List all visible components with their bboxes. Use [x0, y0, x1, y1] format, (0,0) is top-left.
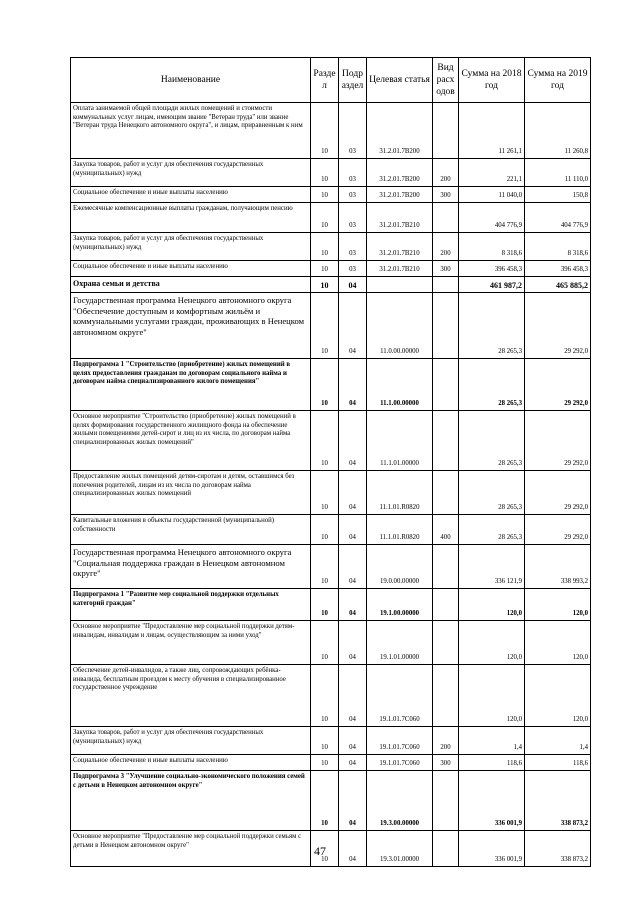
cell-sum-2018: 1,4 — [459, 727, 525, 755]
cell-section: 10 — [311, 359, 339, 411]
cell-section: 10 — [311, 755, 339, 771]
cell-sum-2018: 120,0 — [459, 621, 525, 665]
cell-subsection: 04 — [339, 471, 367, 515]
budget-table — [70, 57, 591, 867]
cell-target: 11.1.01.R0820 — [367, 515, 433, 545]
cell-section: 10 — [311, 589, 339, 621]
header-section: Разде л — [311, 58, 339, 103]
cell-sum-2019: 11 110,0 — [525, 159, 591, 187]
cell-sum-2018: 221,1 — [459, 159, 525, 187]
cell-section: 10 — [311, 621, 339, 665]
table-row — [71, 727, 591, 755]
cell-name: Государственная программа Ненецкого автономного округа "Социальная поддержка граждан в Ненецком автономном округе" — [71, 545, 311, 589]
cell-expense-type — [433, 771, 459, 831]
cell-sum-2019: 8 318,6 — [525, 233, 591, 261]
cell-target: 31.2.01.7В210 — [367, 261, 433, 277]
cell-name: Социальное обеспечение и иные выплаты населению — [71, 187, 311, 203]
cell-sum-2019: 120,0 — [525, 621, 591, 665]
cell-subsection: 04 — [339, 771, 367, 831]
cell-sum-2018: 404 776,9 — [459, 203, 525, 233]
cell-sum-2019: 120,0 — [525, 665, 591, 727]
cell-section: 10 — [311, 411, 339, 471]
cell-sum-2019: 29 292,0 — [525, 471, 591, 515]
cell-name: Ежемесячные компенсационные выплаты гражданам, получающим пенсию — [71, 203, 311, 233]
cell-section: 10 — [311, 187, 339, 203]
header-expense-type: Вид расх одов — [433, 58, 459, 103]
cell-sum-2019: 29 292,0 — [525, 515, 591, 545]
header-target: Целевая статья — [367, 58, 433, 103]
cell-subsection: 04 — [339, 831, 367, 867]
cell-target: 19.0.00.00000 — [367, 545, 433, 589]
cell-name: Капитальные вложения в объекты государственной (муниципальной) собственности — [71, 515, 311, 545]
cell-sum-2018: 120,0 — [459, 589, 525, 621]
cell-subsection: 04 — [339, 727, 367, 755]
cell-name: Социальное обеспечение и иные выплаты населению — [71, 755, 311, 771]
cell-subsection: 04 — [339, 277, 367, 293]
cell-sum-2018: 461 987,2 — [459, 277, 525, 293]
table-row — [71, 755, 591, 771]
table-row — [71, 293, 591, 359]
cell-target: 31.2.01.7В210 — [367, 203, 433, 233]
table-row — [71, 159, 591, 187]
table-row — [71, 515, 591, 545]
table-row — [71, 771, 591, 831]
cell-expense-type — [433, 589, 459, 621]
cell-section: 10 — [311, 831, 339, 867]
cell-sum-2019: 396 458,3 — [525, 261, 591, 277]
table-row — [71, 411, 591, 471]
cell-name: Оплата занимаемой общей площади жилых помещений и стоимости коммунальных услуг лицам, имеющим звание "Ветеран труда" или звание "Ветеран труда Ненецкого автономного округа", и лицам, приравненным к ним — [71, 103, 311, 159]
cell-subsection: 04 — [339, 515, 367, 545]
cell-target: 19.1.01.7С060 — [367, 665, 433, 727]
cell-sum-2019: 11 260,8 — [525, 103, 591, 159]
cell-sum-2018: 336 001,9 — [459, 831, 525, 867]
cell-name: Основное мероприятие "Предоставление мер социальной поддержки детям-инвалидам, инвалидам и лицам, осуществляющим за ними уход" — [71, 621, 311, 665]
cell-section: 10 — [311, 545, 339, 589]
cell-sum-2018: 28 265,3 — [459, 359, 525, 411]
cell-subsection: 03 — [339, 159, 367, 187]
cell-sum-2018: 118,6 — [459, 755, 525, 771]
cell-expense-type — [433, 411, 459, 471]
cell-expense-type — [433, 277, 459, 293]
cell-subsection: 04 — [339, 545, 367, 589]
cell-target: 11.1.00.00000 — [367, 359, 433, 411]
cell-name: Предоставление жилых помещений детям-сиротам и детям, оставшимся без попечения родителей, лицам из их числа по договорам найма специализированных жилых помещений — [71, 471, 311, 515]
cell-target: 19.3.00.00000 — [367, 771, 433, 831]
table-row — [71, 621, 591, 665]
cell-section: 10 — [311, 233, 339, 261]
cell-subsection: 04 — [339, 293, 367, 359]
cell-sum-2019: 1,4 — [525, 727, 591, 755]
cell-sum-2018: 336 001,9 — [459, 771, 525, 831]
cell-expense-type: 300 — [433, 755, 459, 771]
cell-section: 10 — [311, 771, 339, 831]
cell-section: 10 — [311, 665, 339, 727]
table-body — [71, 103, 591, 867]
cell-subsection: 04 — [339, 589, 367, 621]
header-name: Наименование — [71, 58, 311, 103]
cell-name: Основное мероприятие "Предоставление мер социальной поддержки семьям с детьми в Ненецком автономном округе" — [71, 831, 311, 867]
cell-name: Обеспечение детей-инвалидов, а также лиц, сопровождающих ребёнка-инвалида, бесплатным проездом к месту обучения в специализированное государственное учреждение — [71, 665, 311, 727]
cell-sum-2018: 11 261,1 — [459, 103, 525, 159]
cell-subsection: 03 — [339, 187, 367, 203]
cell-subsection: 04 — [339, 411, 367, 471]
table-row — [71, 187, 591, 203]
cell-sum-2019: 338 873,2 — [525, 771, 591, 831]
cell-target: 31.2.01.7В200 — [367, 159, 433, 187]
cell-section: 10 — [311, 293, 339, 359]
cell-name: Подпрограмма 1 "Развитие мер социальной поддержки отдельных категорий граждан" — [71, 589, 311, 621]
cell-target: 19.3.01.00000 — [367, 831, 433, 867]
cell-subsection: 04 — [339, 621, 367, 665]
cell-target: 19.1.00.00000 — [367, 589, 433, 621]
cell-subsection: 03 — [339, 203, 367, 233]
cell-name: Государственная программа Ненецкого автономного округа "Обеспечение доступным и комфортным жильём и коммунальными услугами граждан, проживающих в Ненецком автономном округе" — [71, 293, 311, 359]
cell-section: 10 — [311, 261, 339, 277]
cell-section: 10 — [311, 203, 339, 233]
cell-expense-type — [433, 471, 459, 515]
cell-subsection: 04 — [339, 359, 367, 411]
cell-expense-type: 400 — [433, 515, 459, 545]
table-row — [71, 277, 591, 293]
cell-expense-type: 300 — [433, 261, 459, 277]
cell-expense-type — [433, 545, 459, 589]
header-sum-2018: Сумма на 2018 год — [459, 58, 525, 103]
cell-sum-2018: 8 318,6 — [459, 233, 525, 261]
cell-sum-2018: 28 265,3 — [459, 293, 525, 359]
cell-target: 19.1.01.00000 — [367, 621, 433, 665]
cell-expense-type: 200 — [433, 159, 459, 187]
cell-name: Основное мероприятие "Строительство (приобретение) жилых помещений в целях формирования государственного жилищного фонда на обеспечение жилыми помещениями детей-сирот и лиц из их числа, по договорам найма специализированных жилых помещений" — [71, 411, 311, 471]
cell-sum-2018: 28 265,3 — [459, 515, 525, 545]
cell-target: 31.2.01.7В210 — [367, 233, 433, 261]
cell-target: 19.1.01.7С060 — [367, 755, 433, 771]
cell-section: 10 — [311, 727, 339, 755]
cell-name: Охрана семьи и детства — [71, 277, 311, 293]
cell-expense-type: 200 — [433, 727, 459, 755]
cell-name: Закупка товаров, работ и услуг для обеспечения государственных (муниципальных) нужд — [71, 159, 311, 187]
cell-sum-2018: 396 458,3 — [459, 261, 525, 277]
table-row — [71, 261, 591, 277]
cell-sum-2018: 28 265,3 — [459, 411, 525, 471]
cell-expense-type — [433, 359, 459, 411]
cell-sum-2018: 336 121,9 — [459, 545, 525, 589]
cell-target — [367, 277, 433, 293]
table-row — [71, 359, 591, 411]
cell-sum-2019: 29 292,0 — [525, 359, 591, 411]
table-row — [71, 665, 591, 727]
cell-sum-2018: 11 040,0 — [459, 187, 525, 203]
table-header-row — [71, 58, 591, 103]
cell-sum-2019: 404 776,9 — [525, 203, 591, 233]
cell-expense-type — [433, 103, 459, 159]
table-row — [71, 103, 591, 159]
cell-subsection: 03 — [339, 103, 367, 159]
cell-sum-2018: 120,0 — [459, 665, 525, 727]
cell-sum-2019: 338 873,2 — [525, 831, 591, 867]
cell-sum-2019: 150,8 — [525, 187, 591, 203]
cell-subsection: 04 — [339, 665, 367, 727]
cell-name: Социальное обеспечение и иные выплаты населению — [71, 261, 311, 277]
cell-target: 11.0.00.00000 — [367, 293, 433, 359]
cell-sum-2019: 338 993,2 — [525, 545, 591, 589]
cell-target: 31.2.01.7В200 — [367, 187, 433, 203]
header-sum-2019: Сумма на 2019 год — [525, 58, 591, 103]
cell-sum-2019: 465 885,2 — [525, 277, 591, 293]
cell-expense-type — [433, 293, 459, 359]
cell-section: 10 — [311, 471, 339, 515]
cell-expense-type: 200 — [433, 233, 459, 261]
cell-name: Закупка товаров, работ и услуг для обеспечения государственных (муниципальных) нужд — [71, 233, 311, 261]
cell-subsection: 03 — [339, 261, 367, 277]
cell-sum-2018: 28 265,3 — [459, 471, 525, 515]
cell-sum-2019: 29 292,0 — [525, 411, 591, 471]
page-number: 47 — [314, 844, 326, 858]
cell-section: 10 — [311, 103, 339, 159]
cell-sum-2019: 29 292,0 — [525, 293, 591, 359]
cell-section: 10 — [311, 159, 339, 187]
cell-target: 31.2.01.7В200 — [367, 103, 433, 159]
cell-target: 19.1.01.7С060 — [367, 727, 433, 755]
cell-sum-2019: 118,6 — [525, 755, 591, 771]
table-row — [71, 203, 591, 233]
cell-subsection: 04 — [339, 755, 367, 771]
table-row — [71, 471, 591, 515]
cell-section: 10 — [311, 515, 339, 545]
table-row — [71, 233, 591, 261]
cell-target: 11.1.01.R0820 — [367, 471, 433, 515]
cell-expense-type: 300 — [433, 187, 459, 203]
cell-expense-type — [433, 203, 459, 233]
cell-name: Подпрограмма 1 "Строительство (приобретение) жилых помещений в целях предоставления гражданам по договорам социального найма и договорам найма специализированного жилого помещения" — [71, 359, 311, 411]
cell-name: Закупка товаров, работ и услуг для обеспечения государственных (муниципальных) нужд — [71, 727, 311, 755]
cell-subsection: 03 — [339, 233, 367, 261]
table-row — [71, 545, 591, 589]
cell-name: Подпрограмма 3 "Улучшение социально-экономического положения семей с детьми в Ненецком автономном округе" — [71, 771, 311, 831]
cell-sum-2019: 120,0 — [525, 589, 591, 621]
header-subsection: Подр аздел — [339, 58, 367, 103]
cell-target: 11.1.01.00000 — [367, 411, 433, 471]
cell-section: 10 — [311, 277, 339, 293]
cell-expense-type — [433, 621, 459, 665]
table-row — [71, 589, 591, 621]
cell-expense-type — [433, 665, 459, 727]
